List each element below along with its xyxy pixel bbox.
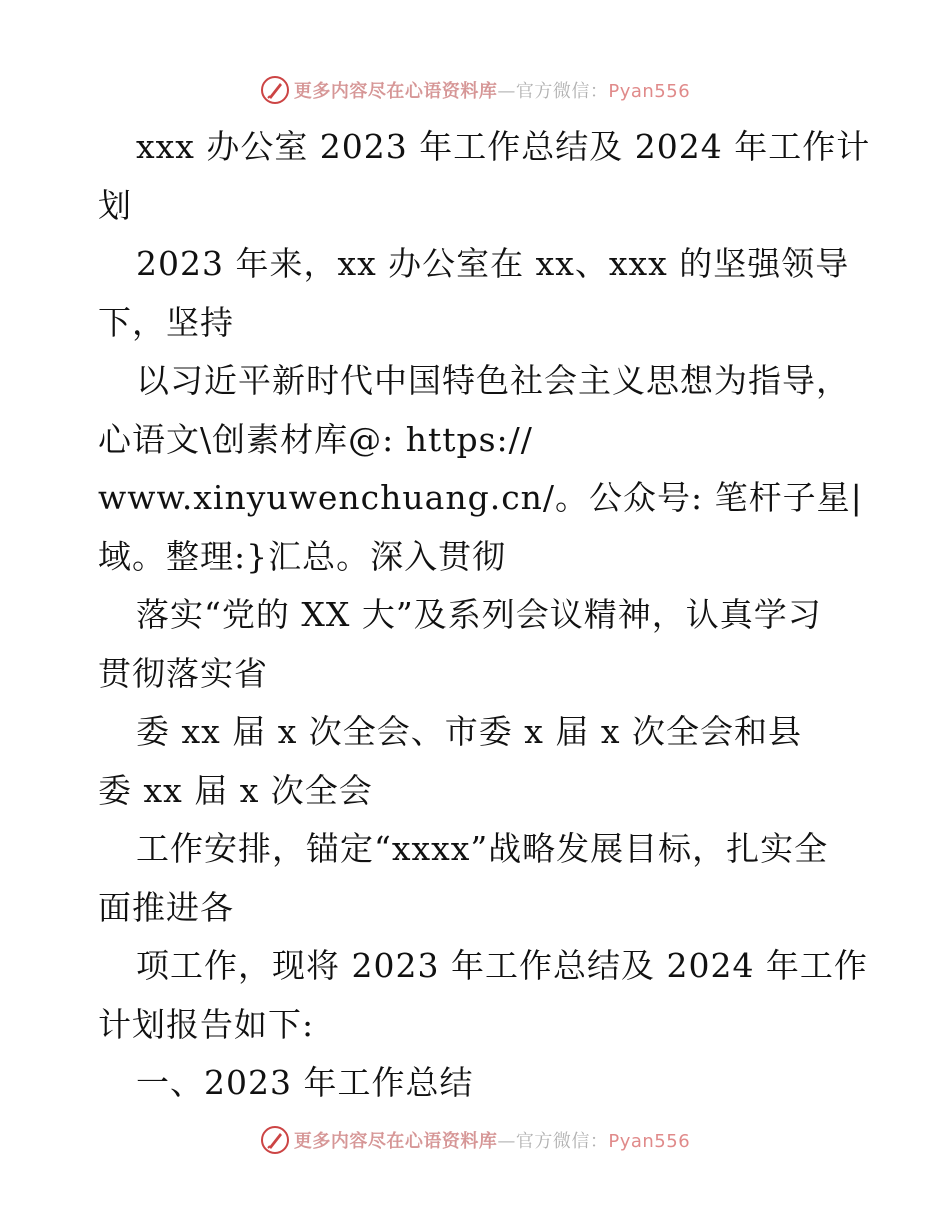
- title-line-2: 划: [98, 185, 132, 225]
- section-heading: 一、2023 年工作总结: [136, 1063, 474, 1102]
- paragraph-line: 面推进各: [98, 887, 234, 927]
- title-line-1: xxx 办公室 2023 年工作总结及 2024 年工作计: [136, 127, 871, 166]
- watermark-main: 更多内容尽在心语资料库: [293, 1131, 498, 1152]
- watermark-header: [0, 70, 950, 110]
- quill-pen-icon: [260, 75, 290, 105]
- paragraph-line: 贯彻落实省: [98, 653, 268, 693]
- paragraph-line: 委 xx 届 x 次全会、市委 x 届 x 次全会和县: [136, 712, 802, 751]
- paragraph-line: 2023 年来，xx 办公室在 xx、xxx 的坚强领导: [136, 244, 850, 283]
- watermark-wechat-id: Pyan556: [608, 81, 691, 102]
- paragraph-line: 落实“党的 XX 大”及系列会议精神，认真学习: [136, 595, 822, 634]
- quill-pen-icon: [260, 1125, 290, 1155]
- watermark-wechat-label: 官方微信：: [515, 1131, 609, 1152]
- watermark-wechat-id: Pyan556: [608, 1131, 691, 1152]
- watermark-text: [294, 1127, 690, 1153]
- document-body: [98, 118, 871, 1113]
- watermark-text: [294, 77, 690, 103]
- watermark-separator: —: [497, 1131, 516, 1152]
- watermark-separator: —: [497, 81, 516, 102]
- paragraph-line: 心语文\创素材库@: https://: [98, 419, 533, 459]
- paragraph-line: www.xinyuwenchuang.cn/。公众号: 笔杆子星|: [98, 478, 863, 517]
- watermark-main: 更多内容尽在心语资料库: [293, 81, 498, 102]
- paragraph-line: 以习近平新时代中国特色社会主义思想为指导，: [136, 361, 850, 400]
- paragraph-line: 项工作，现将 2023 年工作总结及 2024 年工作: [136, 946, 868, 985]
- paragraph-line: 工作安排，锚定“xxxx”战略发展目标，扎实全: [136, 829, 829, 868]
- paragraph-line: 域。整理:}汇总。深入贯彻: [98, 536, 507, 576]
- watermark-footer: [0, 1120, 950, 1160]
- watermark-wechat-label: 官方微信：: [515, 81, 609, 102]
- paragraph-line: 计划报告如下:: [98, 1004, 315, 1044]
- paragraph-line: 下，坚持: [98, 302, 234, 342]
- paragraph-line: 委 xx 届 x 次全会: [98, 770, 373, 810]
